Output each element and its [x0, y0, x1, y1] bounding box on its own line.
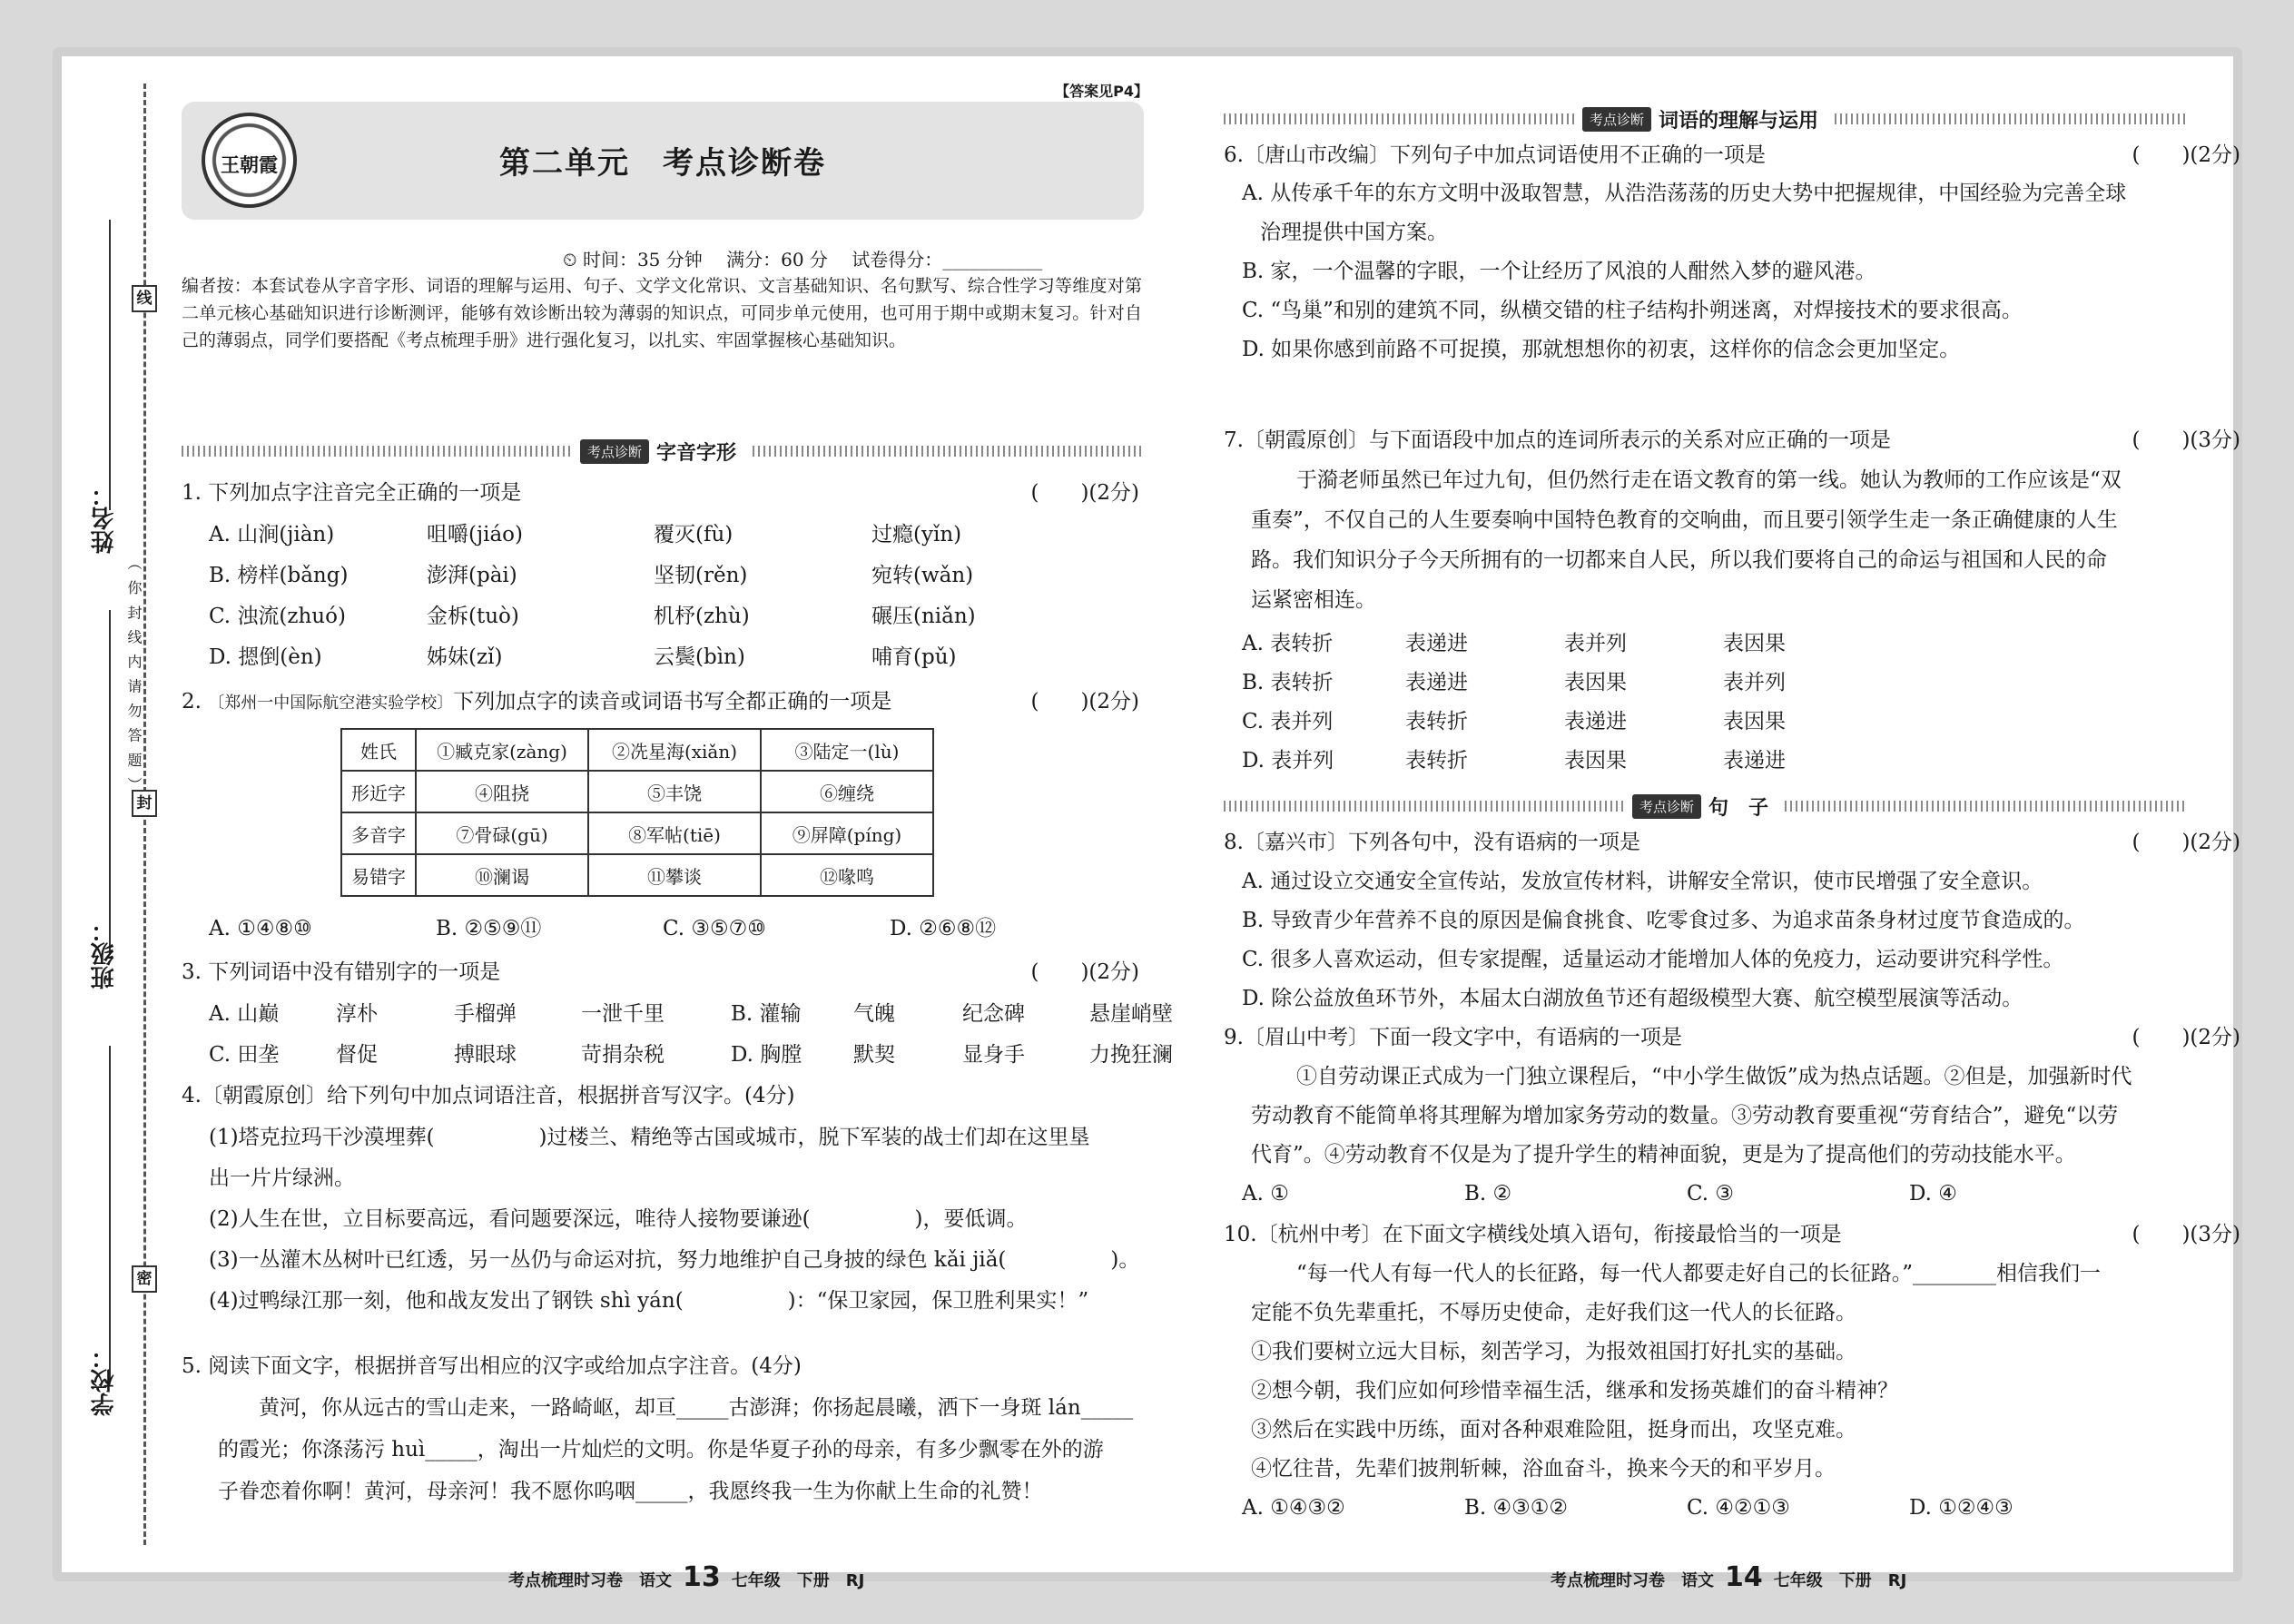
option-item: 苛捐杂税 — [581, 1043, 665, 1067]
option-item: 表递进 — [1405, 632, 1468, 655]
question-10-score: ( )(3分) — [2132, 1223, 2240, 1246]
question-1: 1. 下列加点字注音完全正确的一项是 — [182, 481, 522, 505]
option-item: C. ③ — [1687, 1182, 1735, 1206]
option-item: 咀嚼(jiáo) — [427, 523, 523, 546]
option-item: 表转折 — [1405, 710, 1468, 733]
question-9-score: ( )(2分) — [2132, 1026, 2240, 1049]
option-item: 默契 — [853, 1043, 895, 1067]
table-cell: ②冼星海(xiǎn) — [588, 729, 761, 771]
exam-sheet — [53, 47, 2242, 1593]
footer-grade: 七年级 下册 RJ — [1773, 1571, 1907, 1590]
table-cell: ⑥缠绕 — [761, 771, 933, 812]
question-4-line: 出一片片绿洲。 — [209, 1166, 355, 1190]
passage-line: ①我们要树立远大目标，刻苦学习，为报效祖国打好扎实的基础。 — [1251, 1340, 1856, 1363]
passage-line: ②想今朝，我们应如何珍惜幸福生活，继承和发扬英雄们的奋斗精神？ — [1251, 1379, 1898, 1403]
option-item: 一泄千里 — [581, 1002, 665, 1026]
option-item: 搏眼球 — [454, 1043, 517, 1067]
option-item: 淳朴 — [336, 1002, 378, 1026]
section-stripe — [1224, 113, 1575, 124]
option-item: D. ②⑥⑧⑫ — [890, 917, 997, 940]
option-item: 悬崖峭壁 — [1089, 1002, 1173, 1026]
option-item: B. 榜样(bǎng) — [209, 564, 349, 587]
option-item: C. 田垄 — [209, 1043, 280, 1067]
passage-line: “每一代人有每一代人的长征路，每一代人都要走好自己的长征路。”________相信我们一 — [1296, 1262, 2102, 1285]
table-cell: ⑪攀谈 — [588, 854, 761, 896]
section-name: 句 子 — [1708, 796, 1769, 820]
option-line: B. 导致青少年营养不良的原因是偏食挑食、吃零食过多、为追求苗条身材过度节食造成的。 — [1242, 909, 2085, 932]
passage-line: 劳动教育不能简单将其理解为增加家务劳动的数量。③劳动教育要重视“劳育结合”，避免“以劳 — [1251, 1104, 2119, 1127]
option-line: C. “鸟巢”和别的建筑不同，纵横交错的柱子结构扑朔迷离，对焊接技术的要求很高。 — [1242, 299, 2023, 322]
section-header-words — [1224, 105, 2186, 133]
question-6-score: ( )(2分) — [2132, 143, 2240, 167]
page-footer-right — [1551, 1561, 1906, 1593]
question-10: 10.〔杭州中考〕在下面文字横线处填入语句，衔接最恰当的一项是 — [1224, 1223, 1842, 1246]
table-row — [341, 771, 933, 812]
passage-line: 代育”。④劳动教育不仅是为了提升学生的精神面貌，更是为了提高他们的劳动技能水平。 — [1251, 1143, 2076, 1166]
option-item: C. ③⑤⑦⑩ — [663, 917, 766, 940]
option-item: 表因果 — [1723, 710, 1786, 733]
passage-line: 黄河，你从远古的雪山走来，一路崎岖，却亘_____古澎湃；你扬起晨曦，洒下一身斑 lán_____ — [259, 1396, 1134, 1420]
option-item: 过瘾(yǐn) — [871, 523, 962, 546]
option-item: C. ④②①③ — [1687, 1496, 1790, 1520]
option-item: D. ④ — [1909, 1182, 1957, 1206]
section-stripe — [1835, 113, 2186, 124]
option-item: B. ② — [1464, 1182, 1512, 1206]
name-label: 姓名： — [91, 483, 118, 554]
binding-margin — [53, 47, 162, 1581]
option-line: B. 家，一个温馨的字眼，一个让经历了风浪的人酣然入梦的避风港。 — [1242, 260, 1876, 283]
option-item: A. ①④③② — [1242, 1496, 1345, 1520]
table-row — [341, 729, 933, 771]
table-cell: ①臧克家(zàng) — [416, 729, 588, 771]
option-item: 表递进 — [1723, 749, 1786, 773]
section-tag: 考点诊断 — [580, 439, 649, 464]
option-item: 表转折 — [1405, 749, 1468, 773]
option-item: 澎湃(pài) — [427, 564, 517, 587]
passage-line: ①自劳动课正式成为一门独立课程后，“中小学生做饭”成为热点话题。②但是，加强新时代 — [1296, 1065, 2132, 1088]
option-item: 力挽狂澜 — [1089, 1043, 1173, 1067]
passage-line: 子眷恋着你啊！黄河，母亲河！我不愿你呜咽_____，我愿终我一生为你献上生命的礼赞！ — [218, 1480, 1043, 1503]
section-tag: 考点诊断 — [1582, 107, 1651, 132]
option-item: B. ④③①② — [1464, 1496, 1569, 1520]
title-banner — [182, 102, 1144, 220]
option-item: A. ① — [1242, 1182, 1289, 1206]
exam-meta: ⏲ 时间：35 分钟 满分：60 分 试卷得分：___________ — [563, 249, 1043, 271]
option-item: C. 表并列 — [1242, 710, 1334, 733]
seal-note: （ 你 封 线 内 请 勿 答 题 ） — [125, 556, 143, 794]
option-line: A. 从传承千年的东方文明中汲取智慧，从浩浩荡荡的历史大势中把握规律，中国经验为完善全球 — [1242, 182, 2127, 205]
question-5: 5. 阅读下面文字，根据拼音写出相应的汉字或给加点字注音。(4分) — [182, 1354, 802, 1378]
option-item: 督促 — [336, 1043, 378, 1067]
question-3-score: ( )(2分) — [1030, 960, 1139, 984]
name-underline — [109, 220, 111, 510]
passage-line: 的霞光；你涤荡污 huì_____，淘出一片灿烂的文明。你是华夏子孙的母亲，有多少飘零在外的游 — [218, 1438, 1104, 1462]
question-source: 〔郑州一中国际航空港实验学校〕 — [208, 694, 454, 713]
section-header-pronunciation — [182, 438, 1144, 465]
option-item: 表因果 — [1564, 749, 1627, 773]
option-item: 覆灭(fù) — [654, 523, 733, 546]
option-item: 哺育(pǔ) — [871, 645, 957, 669]
table-row — [341, 812, 933, 854]
question-7-score: ( )(3分) — [2132, 428, 2240, 452]
table-cell: ⑩澜谒 — [416, 854, 588, 896]
page-number: 14 — [1725, 1561, 1763, 1593]
option-item: B. 灌输 — [731, 1002, 802, 1026]
question-4-line: (1)塔克拉玛干沙漠埋葬( )过楼兰、精绝等古国或城市，脱下军装的战士们却在这里垦 — [209, 1126, 1090, 1149]
option-item: 显身手 — [962, 1043, 1025, 1067]
class-underline — [109, 610, 111, 955]
section-name: 字音字形 — [656, 441, 737, 465]
page-title: 第二单元 考点诊断卷 — [499, 145, 826, 182]
option-item: A. 山涧(jiàn) — [209, 523, 335, 546]
table-cell: ⑫喙鸣 — [761, 854, 933, 896]
table-cell: ⑦骨碌(gū) — [416, 812, 588, 854]
table-cell: 多音字 — [341, 812, 416, 854]
option-item: A. ①④⑧⑩ — [209, 917, 312, 940]
section-tag: 考点诊断 — [1632, 794, 1701, 819]
option-item: 姊妹(zǐ) — [427, 645, 503, 669]
question-1-score: ( )(2分) — [1030, 481, 1139, 505]
seal-mark-secret: 密 — [132, 1265, 157, 1293]
option-item: 碾压(niǎn) — [871, 605, 976, 628]
question-4-line: (4)过鸭绿江那一刻，他和战友发出了钢铁 shì yán( )：“保卫家园，保卫胜利果实！” — [209, 1289, 1089, 1313]
school-label: 学校： — [91, 1345, 118, 1416]
section-header-sentences — [1224, 792, 2186, 820]
page-footer-left — [508, 1561, 864, 1593]
section-name: 词语的理解与运用 — [1659, 109, 1819, 133]
passage-line: 于漪老师虽然已年过九旬，但仍然行走在语文教育的第一线。她认为教师的工作应该是“双 — [1296, 468, 2122, 492]
option-item: 表并列 — [1723, 671, 1786, 694]
option-item: 坚韧(rěn) — [654, 564, 748, 587]
question-4-line: (2)人生在世，立目标要高远，看问题要深远，唯待人接物要谦逊( )，要低调。 — [209, 1207, 1028, 1231]
question-8-score: ( )(2分) — [2132, 831, 2240, 854]
section-stripe — [753, 446, 1144, 457]
question-4: 4.〔朝霞原创〕给下列句中加点词语注音，根据拼音写汉字。(4分) — [182, 1084, 795, 1107]
question-6: 6.〔唐山市改编〕下列句子中加点词语使用不正确的一项是 — [1224, 143, 1766, 167]
school-underline — [109, 1046, 111, 1382]
page-number: 13 — [683, 1561, 721, 1593]
passage-line: 运紧密相连。 — [1251, 588, 1376, 612]
option-item: 机杼(zhù) — [654, 605, 750, 628]
footer-book: 考点梳理时习卷 语文 — [508, 1571, 672, 1590]
option-line: C. 很多人喜欢运动，但专家提醒，适量运动才能增加人体的免疫力，运动要讲究科学性。 — [1242, 948, 2064, 971]
option-line: D. 如果你感到前路不可捉摸，那就想想你的初衷，这样你的信念会更加坚定。 — [1242, 338, 1961, 361]
option-item: 纪念碑 — [962, 1002, 1025, 1026]
passage-line: 路。我们知识分子今天所拥有的一切都来自人民，所以我们要将自己的命运与祖国和人民的命 — [1251, 548, 2107, 572]
option-item: 表递进 — [1564, 710, 1627, 733]
option-item: A. 山巅 — [209, 1002, 280, 1026]
passage-line: 重奏”，不仅自己的人生要奏响中国特色教育的交响曲，而且要引领学生走一条正确健康的人生 — [1251, 508, 2118, 532]
option-item: C. 浊流(zhuó) — [209, 605, 346, 628]
table-cell: ③陆定一(lù) — [761, 729, 933, 771]
option-item: 手榴弹 — [454, 1002, 517, 1026]
table-cell: 形近字 — [341, 771, 416, 812]
option-line: 治理提供中国方案。 — [1260, 221, 1448, 244]
option-item: 表因果 — [1723, 632, 1786, 655]
question-8: 8.〔嘉兴市〕下列各句中，没有语病的一项是 — [1224, 831, 1640, 854]
editor-note: 编者按：本套试卷从字音字形、词语的理解与运用、句子、文学文化常识、文言基础知识、名句默写、综合性学习等维度对第二单元核心基础知识进行诊断测评，能够有效诊断出较为薄弱的知识点，可同步单元使用，也可用于期中或期末复习。针对自己的薄弱点，同学们要搭配《考点梳理手册》进行强化复习，以扎实、牢固掌握核心基础知识。 — [182, 276, 1142, 350]
option-item: B. ②⑤⑨⑪ — [436, 917, 542, 940]
footer-grade: 七年级 下册 RJ — [731, 1571, 865, 1590]
class-label: 班级： — [91, 919, 118, 989]
passage-line: ④忆往昔，先辈们披荆斩棘，浴血奋斗，换来今天的和平岁月。 — [1251, 1457, 1836, 1481]
table-row — [341, 854, 933, 896]
option-item: 表并列 — [1564, 632, 1627, 655]
question-3: 3. 下列词语中没有错别字的一项是 — [182, 960, 501, 984]
question-9: 9.〔眉山中考〕下面一段文字中，有语病的一项是 — [1224, 1026, 1682, 1049]
question-2-text: 下列加点字的读音或词语书写全都正确的一项是 — [453, 690, 892, 714]
seal-mark-seal: 封 — [132, 790, 157, 817]
table-cell: ④阻挠 — [416, 771, 588, 812]
option-item: D. 胸膛 — [731, 1043, 802, 1067]
option-item: 宛转(wǎn) — [871, 564, 974, 587]
option-item: B. 表转折 — [1242, 671, 1334, 694]
question-2-score: ( )(2分) — [1030, 690, 1139, 714]
question-4-line: (3)一丛灌木丛树叶已红透，另一丛仍与命运对抗，努力地维护自己身披的绿色 kǎi jiǎ( )。 — [209, 1248, 1140, 1272]
option-line: D. 除公益放鱼环节外，本届太白湖放鱼节还有超级模型大赛、航空模型展演等活动。 — [1242, 987, 2023, 1010]
option-item: D. ①②④③ — [1909, 1496, 2013, 1520]
question-2-table — [340, 728, 934, 897]
table-cell: 姓氏 — [341, 729, 416, 771]
option-item: 云鬓(bìn) — [654, 645, 745, 669]
option-item: 表因果 — [1564, 671, 1627, 694]
answer-reference: 【答案见P4】 — [1055, 83, 1148, 100]
option-item: A. 表转折 — [1242, 632, 1334, 655]
option-item: 金柝(tuò) — [427, 605, 519, 628]
option-item: 表递进 — [1405, 671, 1468, 694]
logo-text: 王朝霞 — [221, 153, 278, 176]
seal-mark-line: 线 — [132, 285, 157, 312]
option-item: D. 表并列 — [1242, 749, 1334, 773]
option-item: 气魄 — [853, 1002, 895, 1026]
section-stripe — [1224, 801, 1625, 812]
footer-book: 考点梳理时习卷 语文 — [1551, 1571, 1714, 1590]
section-stripe — [1785, 801, 2186, 812]
passage-line: ③然后在实践中历练，面对各种艰难险阻，挺身而出，攻坚克难。 — [1251, 1418, 1856, 1442]
table-cell: ⑧军帖(tiē) — [588, 812, 761, 854]
option-line: A. 通过设立交通安全宣传站，发放宣传材料，讲解安全常识，使市民增强了安全意识。 — [1242, 870, 2043, 893]
table-cell: ⑤丰饶 — [588, 771, 761, 812]
table-cell: 易错字 — [341, 854, 416, 896]
table-cell: ⑨屏障(píng) — [761, 812, 933, 854]
question-2: 2. 〔郑州一中国际航空港实验学校〕下列加点字的读音或词语书写全都正确的一项是 — [182, 690, 892, 714]
question-7: 7.〔朝霞原创〕与下面语段中加点的连词所表示的关系对应正确的一项是 — [1224, 428, 1891, 452]
option-item: D. 摁倒(èn) — [209, 645, 322, 669]
passage-line: 定能不负先辈重托，不辱历史使命，走好我们这一代人的长征路。 — [1251, 1301, 1856, 1324]
section-stripe — [182, 446, 573, 457]
